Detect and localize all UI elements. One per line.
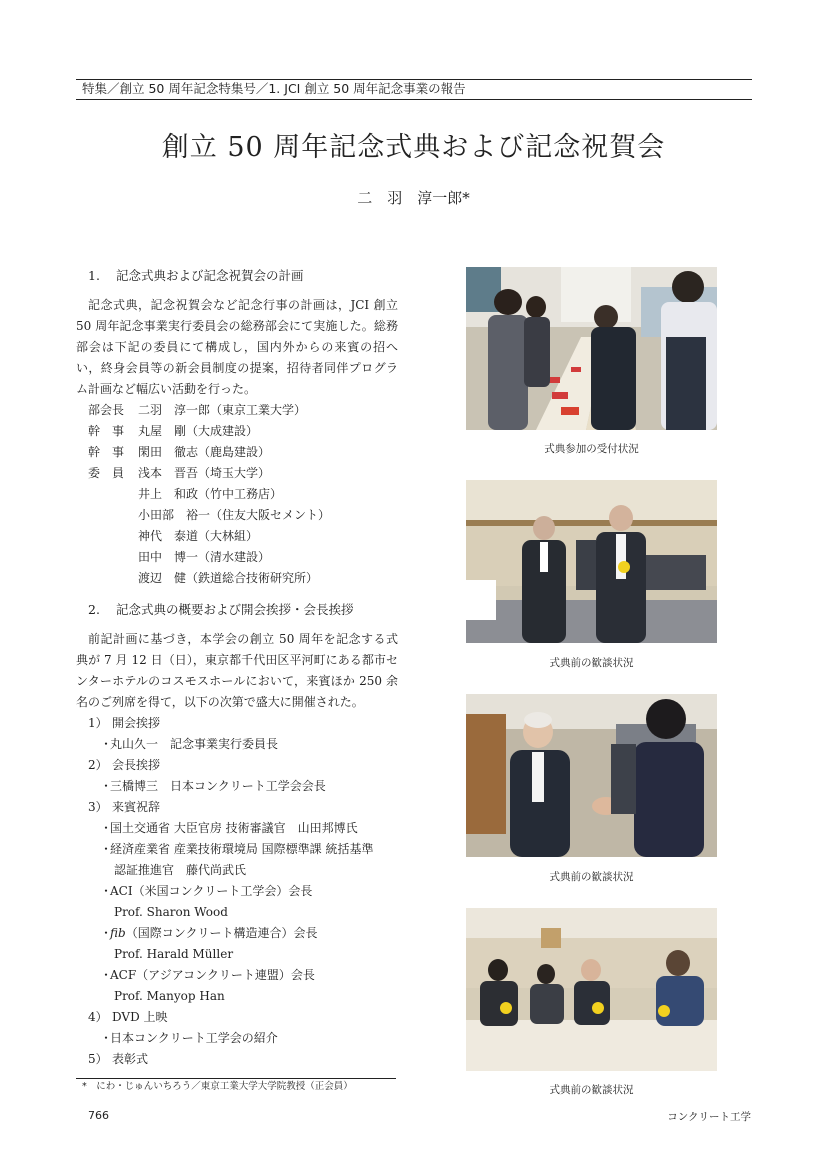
member-role [76,526,138,547]
program-item [76,797,398,818]
member-name: 田中 博一（清水建設） [138,550,271,564]
member-name: 丸屋 剛（大成建設） [138,424,259,438]
committee-member [76,547,398,568]
photo-pre-ceremony-chat-1 [466,480,717,643]
program-sub-item [76,734,398,755]
program-sub-continuation: Prof. Sharon Wood [114,905,228,919]
photo-caption-2: 式典前の歓談状況 [549,657,634,669]
photo-caption-3: 式典前の歓談状況 [549,871,634,883]
program-sub-continuation: Prof. Harald Müller [114,947,234,961]
program-sub-text: fib（国際コンクリート構造連合）会長 [110,926,318,940]
member-role [76,547,138,568]
committee-member [76,568,398,589]
member-role: 部会長 [88,403,125,417]
committee-member [76,421,398,442]
journal-name: コンクリート工学 [667,1111,751,1123]
member-role [76,484,138,505]
program-sub-text: ACF（アジアコンクリート連盟）会長 [110,968,315,982]
member-role [76,568,138,589]
program-sub-text: 丸山久一 記念事業実行委員長 [110,737,279,751]
program-item [76,1007,398,1028]
member-name: 井上 和政（竹中工務店） [138,487,283,501]
article-author: 二 羽 淳一郎* [357,189,470,207]
photo-caption-1: 式典参加の受付状況 [544,443,639,455]
member-role: 幹 事 [88,445,125,459]
program-item-number: 5） [88,1052,108,1066]
program-sub-text: 経済産業省 産業技術環境局 国際標準課 統括基準 [110,842,374,856]
photo-caption-4: 式典前の歓談状況 [549,1084,634,1096]
program-item-number: 4） [88,1010,108,1024]
page-number: 766 [88,1109,109,1122]
program-item [76,755,398,776]
breadcrumb: 特集／創立 50 周年記念特集号／1. JCI 創立 50 周年記念事業の報告 [82,81,466,96]
member-role [76,505,138,526]
program-sub-text: 国土交通省 大臣官房 技術審議官 山田邦博氏 [110,821,358,835]
committee-member [76,526,398,547]
committee-member [76,484,398,505]
program-item-title: 来賓祝辞 [112,800,161,814]
program-sub-text: ACI（米国コンクリート工学会）会長 [110,884,313,898]
member-name: 渡辺 健（鉄道総合技術研究所） [138,571,319,585]
committee-member [76,400,398,421]
program-item-title: 開会挨拶 [112,716,161,730]
photo-pre-ceremony-chat-3 [466,908,717,1071]
bullet-dot: ・ [100,926,113,940]
program-sub-continuation: 認証推進官 藤代尚武氏 [114,863,247,877]
section2-paragraph: 前記計画に基づき，本学会の創立 50 周年を記念する式典が 7 月 12 日（日），東京都千代田区平河町にある都市センターホテルのコスモスホールにおいて，来賓ほか 250 余名のご列席を得て，以下の次第で盛大に開催された。 [76,632,398,709]
photo-pre-ceremony-chat-2 [466,694,717,857]
committee-member [76,505,398,526]
member-name: 浅本 晋吾（埼玉大学） [138,466,271,480]
bullet-dot: ・ [100,842,113,856]
article-title: 創立 50 周年記念式典および記念祝賀会 [161,132,666,163]
member-role: 委 員 [88,466,125,480]
fib-abbrev: fib [110,926,126,940]
section1-number: 1. [88,268,100,283]
committee-member [76,463,398,484]
bullet-dot: ・ [100,737,113,751]
program-sub-item [76,965,398,986]
section1-title: 記念式典および記念祝賀会の計画 [116,268,304,283]
program-sub-item [76,923,398,944]
author-footnote: * にわ・じゅんいちろう／東京工業大学大学院教授（正会員） [82,1081,353,1092]
program-sub-item [76,776,398,797]
program-sub-item [76,818,398,839]
program-sub-item [76,1028,398,1049]
bullet-dot: ・ [100,968,113,982]
program-sub-text: 日本コンクリート工学会の紹介 [110,1031,278,1045]
bullet-dot: ・ [100,779,113,793]
program-sub-text: 三橋博三 日本コンクリート工学会会長 [110,779,326,793]
member-role: 幹 事 [88,424,125,438]
program-sub-item [76,839,398,860]
committee-member [76,442,398,463]
bullet-dot: ・ [100,821,113,835]
header-bar [76,79,752,100]
member-name: 二羽 淳一郎（東京工業大学） [138,403,307,417]
footnote-divider [76,1078,396,1079]
section2-number: 2. [88,602,100,617]
member-name: 小田部 裕一（住友大阪セメント） [138,508,331,522]
section1-paragraph: 記念式典，記念祝賀会など記念行事の計画は，JCI 創立 50 周年記念事業実行委員会の総務部会にて実施した。総務部会は下記の委員にて構成し，国内外からの来賓の招へい，終身会員等の新会員制度の提案，招待者同伴プログラム計画など幅広い活動を行った。 [76,298,398,396]
program-item-title: 会長挨拶 [112,758,161,772]
main-text-column [76,265,398,1070]
ceremony-program-list [76,713,398,1070]
program-item-number: 2） [88,758,108,772]
committee-member-list [76,400,398,589]
member-name: 閑田 徹志（鹿島建設） [138,445,271,459]
program-item [76,713,398,734]
program-sub-continuation: Prof. Manyop Han [114,989,225,1003]
photo-reception-desk [466,267,717,430]
program-item-title: 表彰式 [112,1052,149,1066]
program-sub-item [76,881,398,902]
member-name: 神代 泰道（大林組） [138,529,259,543]
program-item [76,1049,398,1070]
program-item-title: DVD 上映 [112,1010,168,1024]
bullet-dot: ・ [100,1031,113,1045]
section2-heading [76,599,398,620]
section1-heading [76,265,398,286]
section2-title: 記念式典の概要および開会挨拶・会長挨拶 [116,602,354,617]
program-item-number: 1） [88,716,108,730]
bullet-dot: ・ [100,884,113,898]
program-item-number: 3） [88,800,108,814]
